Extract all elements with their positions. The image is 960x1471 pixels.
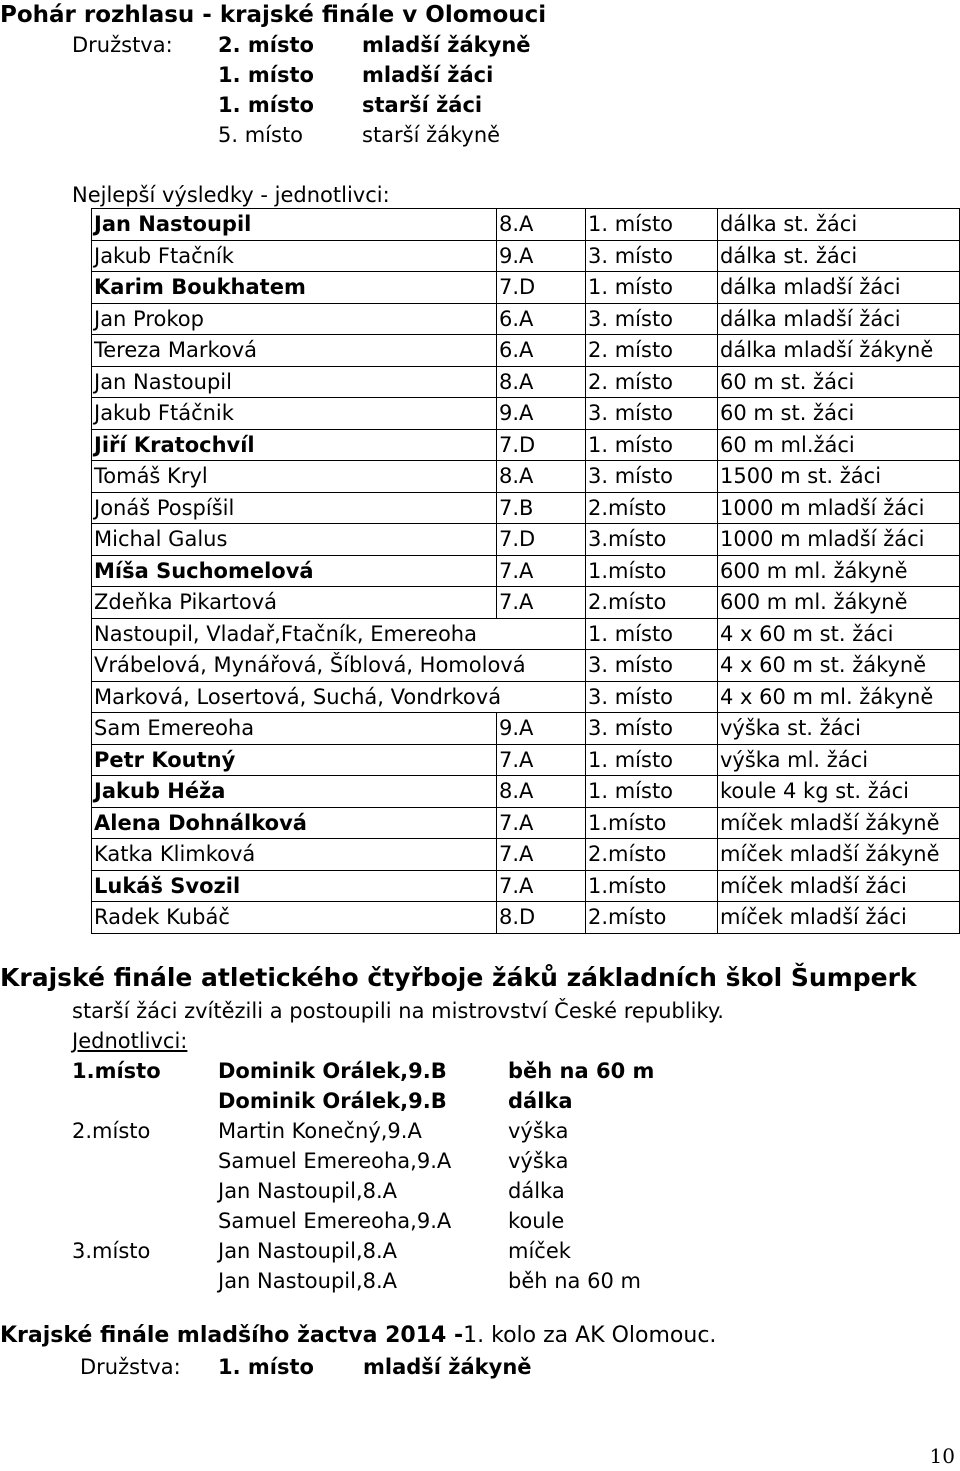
result-event: výška ml. žáci	[718, 744, 960, 776]
athlete-class: 9.A	[497, 240, 586, 272]
results-table	[91, 208, 960, 934]
athlete-name: Jan Nastoupil	[92, 209, 497, 241]
table-row	[92, 335, 960, 367]
athlete-class: 8.A	[497, 209, 586, 241]
athlete-name: Nastoupil, Vladař,Ftačník, Emereoha	[92, 618, 497, 650]
section2-event: dálka	[508, 1089, 573, 1113]
athlete-name: Jan Nastoupil	[92, 366, 497, 398]
athlete-name: Michal Galus	[92, 524, 497, 556]
individual-results-label: Nejlepší výsledky - jednotlivci:	[72, 183, 390, 207]
athlete-name: Marková, Losertová, Suchá, Vondrková	[92, 681, 497, 713]
table-row	[92, 209, 960, 241]
result-event: dálka mladší žáci	[718, 272, 960, 304]
result-place: 3. místo	[586, 713, 718, 745]
result-place: 3. místo	[586, 303, 718, 335]
result-event: 60 m st. žáci	[718, 398, 960, 430]
athlete-class: 9.A	[497, 713, 586, 745]
result-event: 1000 m mladší žáci	[718, 492, 960, 524]
section3-team-place: 1. místo	[218, 1355, 314, 1379]
table-row	[92, 272, 960, 304]
section2-athlete: Samuel Emereoha,9.A	[218, 1149, 452, 1173]
section2-athlete: Jan Nastoupil,8.A	[218, 1269, 398, 1293]
result-event: míček mladší žákyně	[718, 807, 960, 839]
athlete-class: 8.A	[497, 776, 586, 808]
athlete-name: Vrábelová, Mynářová, Šíblová, Homolová	[92, 650, 497, 682]
athlete-class	[497, 681, 586, 713]
team-category: mladší žáci	[362, 63, 494, 87]
table-row	[92, 492, 960, 524]
section2-event: koule	[508, 1209, 565, 1233]
table-row	[92, 429, 960, 461]
team-place: 5. místo	[218, 123, 304, 147]
result-place: 2. místo	[586, 366, 718, 398]
section2-athlete: Jan Nastoupil,8.A	[218, 1179, 398, 1203]
section2-subtitle: starší žáci zvítězili a postoupili na mistrovství České republiky.	[72, 999, 724, 1023]
result-event: 4 x 60 m st. žákyně	[718, 650, 960, 682]
section2-individual-label: Jednotlivci:	[72, 1029, 188, 1053]
section2-athlete: Dominik Orálek,9.B	[218, 1059, 447, 1083]
athlete-class: 7.A	[497, 744, 586, 776]
section2-place: 2.místo	[72, 1119, 151, 1143]
athlete-class: 8.A	[497, 366, 586, 398]
section2-athlete: Martin Konečný,9.A	[218, 1119, 422, 1143]
athlete-class: 6.A	[497, 303, 586, 335]
athlete-name: Katka Klimková	[92, 839, 497, 871]
athlete-name: Tereza Marková	[92, 335, 497, 367]
athlete-name: Zdeňka Pikartová	[92, 587, 497, 619]
result-place: 1.místo	[586, 870, 718, 902]
athlete-name: Jakub Ftáčnik	[92, 398, 497, 430]
teams-label: Družstva:	[72, 33, 173, 57]
athlete-name: Jan Prokop	[92, 303, 497, 335]
section2-event: míček	[508, 1239, 571, 1263]
athlete-class: 7.A	[497, 839, 586, 871]
result-place: 1. místo	[586, 776, 718, 808]
athlete-name: Karim Boukhatem	[92, 272, 497, 304]
result-place: 1. místo	[586, 744, 718, 776]
result-place: 1. místo	[586, 209, 718, 241]
athlete-name: Míša Suchomelová	[92, 555, 497, 587]
table-row	[92, 366, 960, 398]
section3-title-normal: 1. kolo za AK Olomouc.	[463, 1323, 717, 1348]
team-place: 1. místo	[218, 93, 314, 117]
team-place: 2. místo	[218, 33, 314, 57]
section2-event: výška	[508, 1149, 569, 1173]
section3-title-bold: Krajské finále mladšího žactva 2014 -	[0, 1323, 464, 1348]
team-place: 1. místo	[218, 63, 314, 87]
athlete-class: 7.A	[497, 555, 586, 587]
athlete-name: Alena Dohnálková	[92, 807, 497, 839]
table-row	[92, 713, 960, 745]
section2-place: 1.místo	[72, 1059, 161, 1083]
result-place: 1. místo	[586, 429, 718, 461]
athlete-name: Petr Koutný	[92, 744, 497, 776]
table-row	[92, 902, 960, 934]
table-row	[92, 398, 960, 430]
result-place: 2.místo	[586, 839, 718, 871]
result-place: 3. místo	[586, 650, 718, 682]
section2-event: běh na 60 m	[508, 1269, 641, 1293]
athlete-class: 7.D	[497, 429, 586, 461]
section2-athlete: Dominik Orálek,9.B	[218, 1089, 447, 1113]
result-event: míček mladší žáci	[718, 902, 960, 934]
result-event: 600 m ml. žákyně	[718, 555, 960, 587]
section1-title: Pohár rozhlasu - krajské finále v Olomouci	[0, 2, 547, 28]
result-place: 3. místo	[586, 461, 718, 493]
result-event: dálka mladší žákyně	[718, 335, 960, 367]
team-category: mladší žákyně	[362, 33, 531, 57]
athlete-class: 8.A	[497, 461, 586, 493]
result-event: dálka mladší žáci	[718, 303, 960, 335]
athlete-class: 7.D	[497, 524, 586, 556]
result-event: dálka st. žáci	[718, 240, 960, 272]
result-event: 60 m ml.žáci	[718, 429, 960, 461]
result-event: míček mladší žáci	[718, 870, 960, 902]
result-event: 1500 m st. žáci	[718, 461, 960, 493]
athlete-name: Radek Kubáč	[92, 902, 497, 934]
athlete-name: Jiří Kratochvíl	[92, 429, 497, 461]
section2-event: výška	[508, 1119, 569, 1143]
athlete-name: Tomáš Kryl	[92, 461, 497, 493]
result-event: 4 x 60 m st. žáci	[718, 618, 960, 650]
athlete-name: Lukáš Svozil	[92, 870, 497, 902]
result-place: 2. místo	[586, 335, 718, 367]
result-place: 2.místo	[586, 587, 718, 619]
table-row	[92, 461, 960, 493]
table-row	[92, 555, 960, 587]
athlete-name: Jonáš Pospíšil	[92, 492, 497, 524]
table-row	[92, 807, 960, 839]
athlete-class: 7.A	[497, 587, 586, 619]
athlete-class: 7.D	[497, 272, 586, 304]
section2-title: Krajské finále atletického čtyřboje žáků základních škol Šumperk	[0, 963, 917, 992]
athlete-class: 7.A	[497, 807, 586, 839]
result-event: míček mladší žákyně	[718, 839, 960, 871]
table-row	[92, 870, 960, 902]
athlete-class: 6.A	[497, 335, 586, 367]
table-row	[92, 776, 960, 808]
result-event: dálka st. žáci	[718, 209, 960, 241]
result-event: výška st. žáci	[718, 713, 960, 745]
section3-title	[0, 1323, 716, 1349]
section3-teams-label: Družstva:	[80, 1355, 181, 1379]
table-row	[92, 618, 960, 650]
athlete-name: Jakub Ftačník	[92, 240, 497, 272]
result-event: 4 x 60 m ml. žákyně	[718, 681, 960, 713]
result-event: 600 m ml. žákyně	[718, 587, 960, 619]
section2-place: 3.místo	[72, 1239, 151, 1263]
result-place: 2.místo	[586, 902, 718, 934]
result-event: 1000 m mladší žáci	[718, 524, 960, 556]
table-row	[92, 524, 960, 556]
result-place: 1. místo	[586, 272, 718, 304]
team-category: starší žákyně	[362, 123, 501, 147]
result-place: 1.místo	[586, 555, 718, 587]
team-category: starší žáci	[362, 93, 483, 117]
table-row	[92, 681, 960, 713]
athlete-name: Jakub Héža	[92, 776, 497, 808]
athlete-class	[497, 618, 586, 650]
result-place: 3.místo	[586, 524, 718, 556]
result-place: 1. místo	[586, 618, 718, 650]
table-row	[92, 650, 960, 682]
table-row	[92, 839, 960, 871]
athlete-name: Sam Emereoha	[92, 713, 497, 745]
result-place: 3. místo	[586, 681, 718, 713]
section2-athlete: Samuel Emereoha,9.A	[218, 1209, 452, 1233]
section2-athlete: Jan Nastoupil,8.A	[218, 1239, 398, 1263]
section2-event: dálka	[508, 1179, 565, 1203]
athlete-class: 9.A	[497, 398, 586, 430]
result-event: koule 4 kg st. žáci	[718, 776, 960, 808]
result-place: 3. místo	[586, 240, 718, 272]
section3-team-category: mladší žákyně	[363, 1355, 532, 1379]
result-place: 2.místo	[586, 492, 718, 524]
table-row	[92, 587, 960, 619]
athlete-class: 8.D	[497, 902, 586, 934]
result-place: 3. místo	[586, 398, 718, 430]
athlete-class: 7.B	[497, 492, 586, 524]
result-place: 1.místo	[586, 807, 718, 839]
athlete-class: 7.A	[497, 870, 586, 902]
table-row	[92, 303, 960, 335]
result-event: 60 m st. žáci	[718, 366, 960, 398]
page-number: 10	[929, 1444, 955, 1468]
section2-event: běh na 60 m	[508, 1059, 655, 1083]
table-row	[92, 240, 960, 272]
table-row	[92, 744, 960, 776]
